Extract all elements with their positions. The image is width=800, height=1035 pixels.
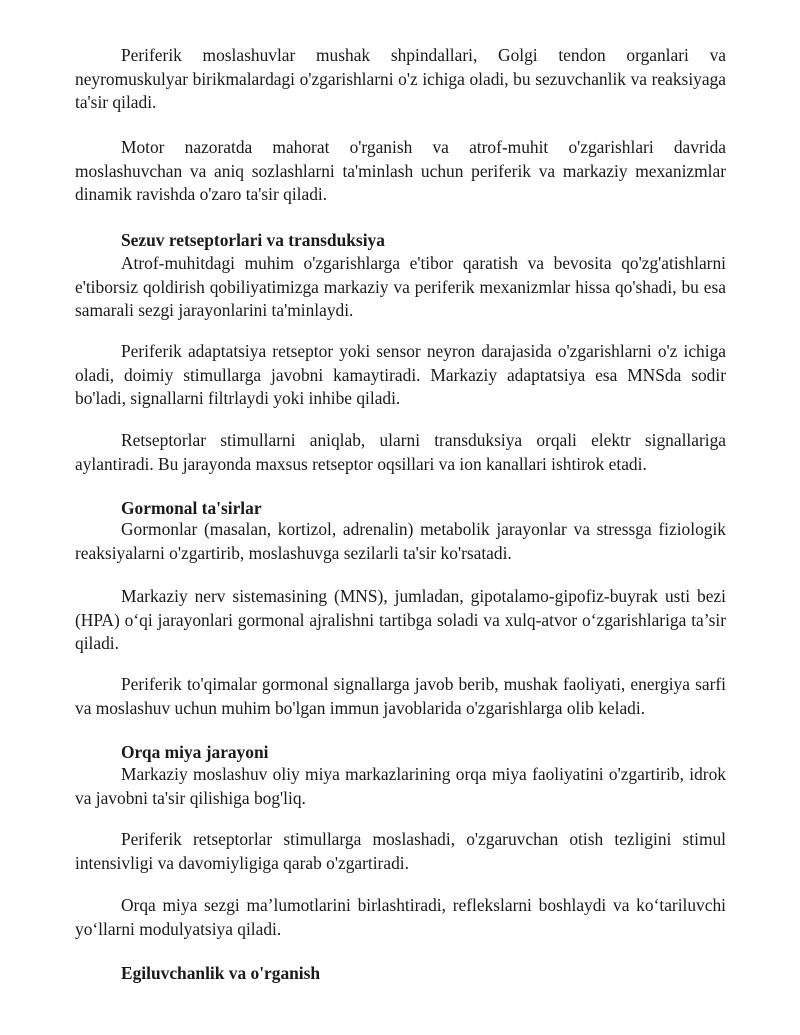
paragraph-peripheral-adaptation: Periferik adaptatsiya retseptor yoki sensor neyron darajasida o'zgarishlarni o'z ichiga oladi, doimiy stimullarga javobni kamaytiradi. Markaziy adaptatsiya esa MNSda sodir bo'ladi, signallarni filtrlaydi yoki inhibe qiladi. [75, 341, 726, 408]
paragraph-motor-control: Motor nazoratda mahorat o'rganish va atrof-muhit o'zgarishlari davrida moslashuvchan va aniq sozlashlarni ta'minlash uchun periferik va markaziy mexanizmlar dinamik ravishda o'zaro ta'sir qiladi. [75, 137, 726, 204]
paragraph-peripheral-receptors: Periferik retseptorlar stimullarga moslashadi, o'zgaruvchan otish tezligini stimul intensivligi va davomiyligiga qarab o'zgartiradi. [75, 829, 726, 873]
paragraph-spinal-cord: Orqa miya sezgi ma’lumotlarini birlashtiradi, reflekslarni boshlaydi va ko‘tariluvchi yo‘llarni modulyatsiya qiladi. [75, 895, 726, 939]
paragraph-peripheral-adaptations: Periferik moslashuvlar mushak shpindallari, Golgi tendon organlari va neyromuskulyar birikmalardagi o'zgarishlarni o'z ichiga oladi, bu sezuvchanlik va reaksiyaga ta'sir qiladi. [75, 45, 726, 112]
paragraph-attention-mechanisms: Atrof-muhitdagi muhim o'zgarishlarga e'tibor qaratish va bevosita qo'zg'atishlarni e'tiborsiz qoldirish qobiliyatimizga markaziy va periferik mexanizmlar hissa qo'shadi, bu esa samarali sezgi jarayonlarini ta'minlaydi. [75, 253, 726, 320]
paragraph-cns-hpa-axis: Markaziy nerv sistemasining (MNS), jumladan, gipotalamo-gipofiz-buyrak usti bezi (HPA) o‘qi jarayonlari gormonal ajralishni tartibga soladi va xulq-atvor o‘zgarishlariga ta’sir qiladi. [75, 586, 726, 653]
heading-spinal-processing: Orqa miya jarayoni [121, 742, 269, 762]
paragraph-central-adaptation: Markaziy moslashuv oliy miya markazlarining orqa miya faoliyatini o'zgartirib, idrok va javobni ta'sir qilishiga bog'liq. [75, 764, 726, 808]
heading-plasticity-learning: Egiluvchanlik va o'rganish [121, 963, 321, 983]
heading-hormonal-effects: Gormonal ta'sirlar [121, 498, 262, 518]
heading-sensory-receptors: Sezuv retseptorlari va transduksiya [121, 230, 385, 250]
paragraph-hormones: Gormonlar (masalan, kortizol, adrenalin) metabolik jarayonlar va stressga fiziologik reaksiyalarni o'zgartirib, moslashuvga sezilarli ta'sir ko'rsatadi. [75, 519, 726, 563]
paragraph-peripheral-tissues: Periferik to'qimalar gormonal signallarga javob berib, mushak faoliyati, energiya sarfi va moslashuv uchun muhim bo'lgan immun javoblarida o'zgarishlarga olib keladi. [75, 674, 726, 718]
paragraph-receptor-transduction: Retseptorlar stimullarni aniqlab, ularni transduksiya orqali elektr signallariga aylantiradi. Bu jarayonda maxsus retseptor oqsillari va ion kanallari ishtirok etadi. [75, 430, 726, 474]
